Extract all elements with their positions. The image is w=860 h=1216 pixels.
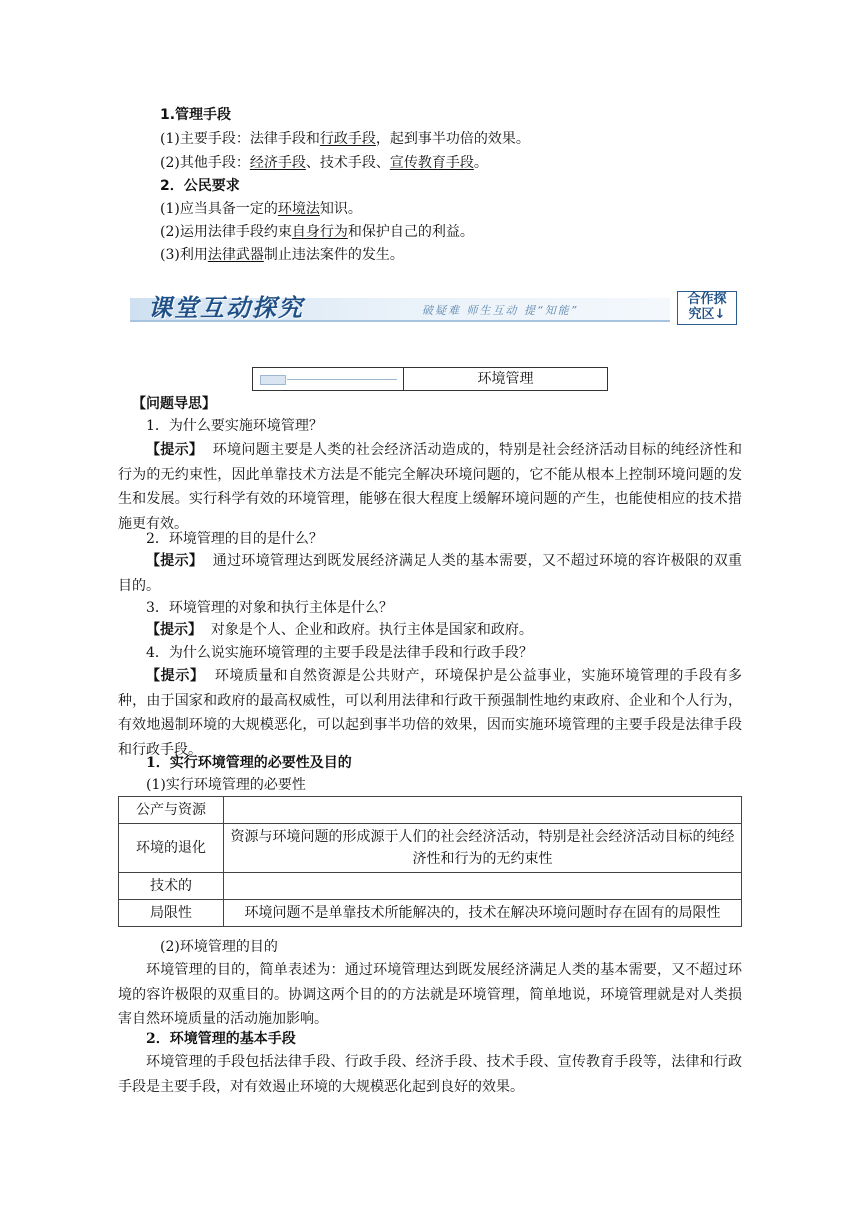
text: (1)主要手段：法律手段和 bbox=[160, 131, 320, 147]
badge-line-2: 究区↓ bbox=[688, 307, 726, 322]
decor-arrow-line bbox=[287, 379, 397, 380]
text: 知识。 bbox=[319, 201, 362, 217]
answer-1 bbox=[118, 438, 742, 536]
heading-citizen-requirements: 2．公民要求 bbox=[160, 178, 240, 194]
intro-line-1 bbox=[160, 128, 530, 150]
guide-heading: 【问题导思】 bbox=[132, 396, 216, 412]
hint-tag: 【提示】 bbox=[146, 553, 204, 569]
underlined-answer: 经济手段 bbox=[249, 155, 306, 171]
point-heading-2: 2．环境管理的基本手段 bbox=[146, 1031, 296, 1047]
text: (1)应当具备一定的 bbox=[160, 201, 278, 217]
table-cell-label: 技术的 bbox=[119, 873, 224, 900]
hint-tag: 【提示】 bbox=[146, 668, 205, 684]
point-sub-1: (1)实行环境管理的必要性 bbox=[146, 777, 306, 793]
section-banner bbox=[130, 288, 738, 326]
hint-tag: 【提示】 bbox=[146, 442, 204, 458]
section-header-decoration bbox=[253, 368, 404, 390]
question-2: 2．环境管理的目的是什么？ bbox=[146, 531, 323, 547]
table-cell-label: 公产与资源 bbox=[119, 797, 224, 824]
cooperation-zone-badge bbox=[677, 291, 737, 325]
banner-subtitle: 破疑难 师生互动 提“知能” bbox=[422, 304, 579, 317]
text: (2)运用法律手段约束 bbox=[160, 224, 292, 240]
intro-line-4 bbox=[160, 221, 474, 243]
table-row bbox=[119, 824, 742, 873]
point-paragraph-2: 环境管理的手段包括法律手段、行政手段、经济手段、技术手段、宣传教育手段等，法律和行政手段是主要手段，对有效遏止环境的大规模恶化起到良好的效果。 bbox=[118, 1054, 742, 1095]
point-sub-2: (2)环境管理的目的 bbox=[160, 939, 278, 955]
section-header-box bbox=[252, 367, 608, 391]
table-cell-value bbox=[224, 797, 742, 824]
underlined-answer: 行政手段 bbox=[319, 131, 376, 147]
text: ，起到事半功倍的效果。 bbox=[375, 131, 530, 147]
table-cell-value: 环境问题不是单靠技术所能解决的，技术在解决环境问题时存在固有的局限性 bbox=[224, 900, 742, 927]
intro-line-2 bbox=[160, 152, 488, 174]
text: (3)利用 bbox=[160, 247, 208, 263]
answer-text: 环境质量和自然资源是公共财产，环境保护是公益事业，实施环境管理的手段有多种，由于国家和政府的最高权威性，可以利用法律和行政干预强制性地约束政府、企业和个人行为，有效地遏制环境的大规模恶化，可以起到事半功倍的效果，因而实施环境管理的主要手段是法律手段和行政手段。 bbox=[118, 668, 743, 758]
badge-line-1: 合作探 bbox=[687, 292, 727, 307]
table-row bbox=[119, 900, 742, 927]
heading-management-means: 1.管理手段 bbox=[160, 107, 232, 123]
table-row bbox=[119, 873, 742, 900]
text: 、技术手段、 bbox=[305, 155, 390, 171]
question-3: 3．环境管理的对象和执行主体是什么？ bbox=[146, 600, 393, 616]
text: 和保护自己的利益。 bbox=[347, 224, 474, 240]
answer-text: 通过环境管理达到既发展经济满足人类的基本需要，又不超过环境的容许极限的双重目的。 bbox=[118, 553, 743, 594]
answer-text: 对象是个人、企业和政府。执行主体是国家和政府。 bbox=[210, 622, 533, 638]
question-4: 4．为什么说实施环境管理的主要手段是法律手段和行政手段？ bbox=[146, 645, 533, 661]
text: 制止违法案件的发生。 bbox=[263, 247, 404, 263]
underlined-answer: 宣传教育手段 bbox=[389, 155, 474, 171]
answer-4 bbox=[118, 664, 742, 762]
necessity-table bbox=[118, 796, 742, 927]
intro-line-3 bbox=[160, 198, 362, 220]
table-cell-value: 资源与环境问题的形成源于人们的社会经济活动，特别是社会经济活动目标的纯经济性和行为的无约束性 bbox=[224, 824, 742, 873]
answer-text: 环境问题主要是人类的社会经济活动造成的，特别是社会经济活动目标的纯经济性和行为的无约束性，因此单靠技术方法是不能完全解决环境问题的，它不能从根本上控制环境问题的发生和发展。实行科学有效的环境管理，能够在很大程度上缓解环境问题的产生，也能使相应的技术措施更有效。 bbox=[118, 442, 743, 532]
intro-line-5 bbox=[160, 244, 404, 266]
point-paragraph-1: 环境管理的目的，简单表述为：通过环境管理达到既发展经济满足人类的基本需要，又不超过环境的容许极限的双重目的。协调这两个目的的方法就是环境管理，简单地说，环境管理就是对人类损害自然环境质量的活动施加影响。 bbox=[118, 962, 742, 1027]
question-1: 1．为什么要实施环境管理？ bbox=[146, 418, 323, 434]
answer-2 bbox=[118, 549, 742, 598]
table-cell-label: 环境的退化 bbox=[119, 824, 224, 873]
underlined-answer: 自身行为 bbox=[291, 224, 348, 240]
section-title: 环境管理 bbox=[477, 371, 534, 387]
underlined-answer: 法律武器 bbox=[207, 247, 264, 263]
banner-title: 课堂互动探究 bbox=[148, 293, 304, 322]
point-heading-1: 1．实行环境管理的必要性及目的 bbox=[146, 755, 352, 771]
text: (2)其他手段： bbox=[160, 155, 250, 171]
hint-tag: 【提示】 bbox=[146, 622, 202, 638]
underlined-answer: 环境法 bbox=[277, 201, 320, 217]
decor-icon bbox=[260, 375, 286, 385]
text: 。 bbox=[473, 155, 488, 171]
answer-3 bbox=[118, 618, 742, 643]
table-row bbox=[119, 797, 742, 824]
table-cell-label: 局限性 bbox=[119, 900, 224, 927]
table-cell-value bbox=[224, 873, 742, 900]
